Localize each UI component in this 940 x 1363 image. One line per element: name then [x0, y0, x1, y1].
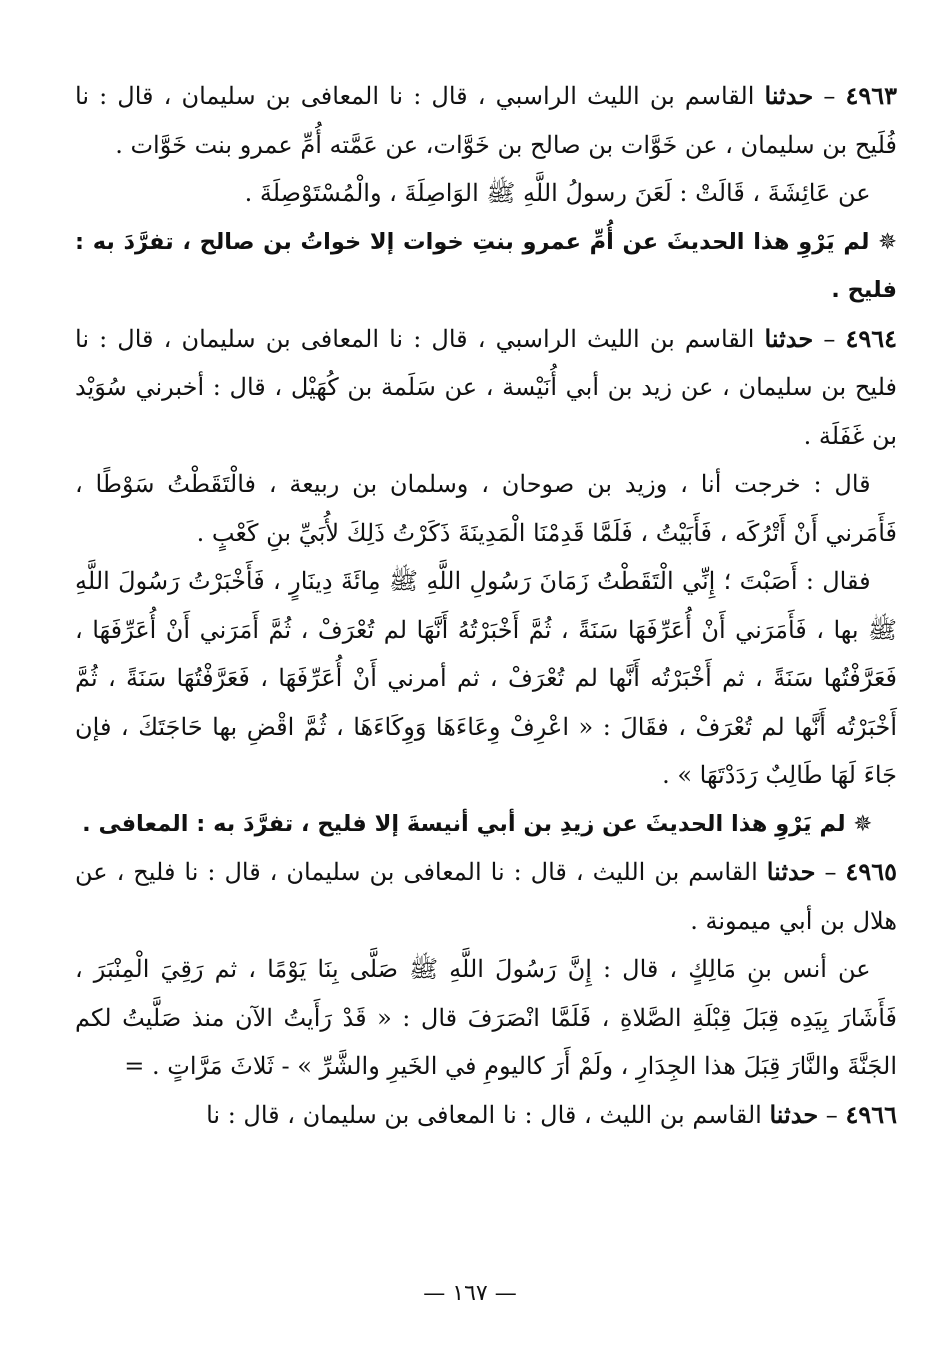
- dash: –: [824, 858, 837, 886]
- hadith-lead: حدثنا: [769, 1099, 819, 1129]
- hadith-4963-isnad: [75, 72, 897, 169]
- note-star-icon: ✵: [878, 228, 897, 255]
- hadith-4965-matn: عن أنس بنِ مَالِكٍ ، قال : إِنَّ رَسُولَ اللَّهِ ﷺ صَلَّى بِنَا يَوْمًا ، ثم رَقِيَ الْمِنْبَرَ ، فَأَشَارَ بِيَدِه قِبَلَ قِبْلَةِ الصَّلاةِ ، فَلَمَّا انْصَرَفَ قال : « قَدْ رَأَيتُ الآن منذ صَلَّيتُ لكم الجَنَّةَ والنَّارَ قِبَلَ هذا الجِدَارِ ، ولَمْ أَرَ كاليومِ في الخَيرِ والشَّرِّ » - ثَلاثَ مَرَّاتٍ . =: [75, 955, 897, 1080]
- note-text: لم يَرْوِ هذا الحديثَ عن زيدِ بن أبي أنيسةَ إلا فليح ، تفرَّدَ به : المعافى .: [82, 810, 846, 837]
- hadith-4965-isnad: [75, 848, 897, 945]
- hadith-4964-isnad: [75, 315, 897, 461]
- hadith-4963-note: [75, 218, 897, 315]
- hadith-lead: حدثنا: [764, 323, 814, 353]
- hadith-lead: حدثنا: [764, 81, 814, 110]
- note-text: لم يَرْوِ هذا الحديثَ عن أُمِّ عمرو بنتِ خوات إلا خواتُ بن صالح ، تفرَّدَ به : فليح .: [75, 228, 897, 303]
- hadith-4964-matn-2: فقال : أَصَبْتَ ؛ إِنِّي الْتَقَطْتُ زَمَانَ رَسُولِ اللَّهِ ﷺ مِائَةَ دِينَارٍ ، فَأَخْبَرْتُ رَسُولَ اللَّهِ ﷺ بها ، فَأَمَرَني أَنْ أُعَرِّفَهَا سَنَةً ، ثُمَّ أَخْبَرْتُهُ أَنَّهَا لم تُعْرَفْ ، ثُمَّ أَمَرَني أَنْ أُعَرِّفَهَا ، فَعَرَّفْتُها سَنَةً ، ثم أَخْبَرْتُه أَنَّها لم تُعْرَفْ ، ثم أمرني أَنْ أُعَرِّفَهَا ، فَعَرَّفْتُهَا سَنَةً ، ثُمَّ أَخْبَرْتُه أَنَّها لم تُعْرَفْ ، فقَالَ : « اعْرِفْ وِعَاءَهَا وَوِكَاءَهَا ، ثُمَّ اقْضِ بها حَاجَتَكَ ، فإن جَاءَ لَهَا طَالِبٌ رَدَدْتَهَا » .: [75, 567, 897, 789]
- hadith-4963-matn: عن عَائِشَةَ ، قَالَتْ : لَعَنَ رسولُ اللَّهِ ﷺ الوَاصِلَةَ ، والْمُسْتَوْصِلَةَ .: [244, 179, 871, 207]
- isnad-text: القاسم بن الليث الراسبي ، قال : نا المعافى بن سليمان ، قال : نا فليح بن سليمان ، عن زيد بن أبي أُنَيْسة ، عن سَلَمة بن كُهَيْل ، قال : أخبرني سُوَيْد بن غَفَلَة .: [75, 324, 897, 450]
- hadith-4964-note: [75, 800, 897, 849]
- hadith-number: ٤٩٦٣: [845, 81, 898, 110]
- dash: –: [825, 1100, 838, 1129]
- isnad-text: القاسم بن الليث ، قال : نا المعافى بن سليمان ، قال : نا فليح ، عن هلال بن أبي ميمونة .: [75, 858, 897, 935]
- hadith-4964-matn-1: قال : خرجت أنا ، وزيد بن صوحان ، وسلمان بن ربيعة ، فالْتَقَطْتُ سَوْطًا ، فَأَمَرني أَنْ أَتْرُكَه ، فَأَبَيْتُ ، فَلَمَّا قَدِمْنَا الْمَدِينَةَ ذَكَرْتُ ذَلِكَ لأُبَيِّ بنِ كَعْبٍ .: [75, 470, 897, 547]
- hadith-4966-isnad: [75, 1091, 897, 1140]
- hadith-number: ٤٩٦٤: [845, 323, 898, 353]
- hadith-number: ٤٩٦٥: [845, 857, 897, 886]
- page-number: — ١٦٧ —: [423, 1281, 517, 1306]
- isnad-text: القاسم بن الليث ، قال : نا المعافى بن سليمان ، قال : نا: [206, 1100, 762, 1129]
- hadith-number: ٤٩٦٦: [845, 1099, 897, 1129]
- dash: –: [823, 324, 836, 353]
- note-star-icon: ✵: [853, 810, 873, 837]
- hadith-lead: حدثنا: [766, 857, 816, 886]
- dash: –: [823, 82, 836, 110]
- page-text: [75, 72, 897, 1139]
- isnad-text: القاسم بن الليث الراسبي ، قال : نا المعافى بن سليمان ، قال : نا فُلَيح بن سليمان ، عن خَوَّات بن صالح بن خَوَّات، عن عَمَّته أُمِّ عمرو بنت خَوَّات .: [75, 82, 897, 159]
